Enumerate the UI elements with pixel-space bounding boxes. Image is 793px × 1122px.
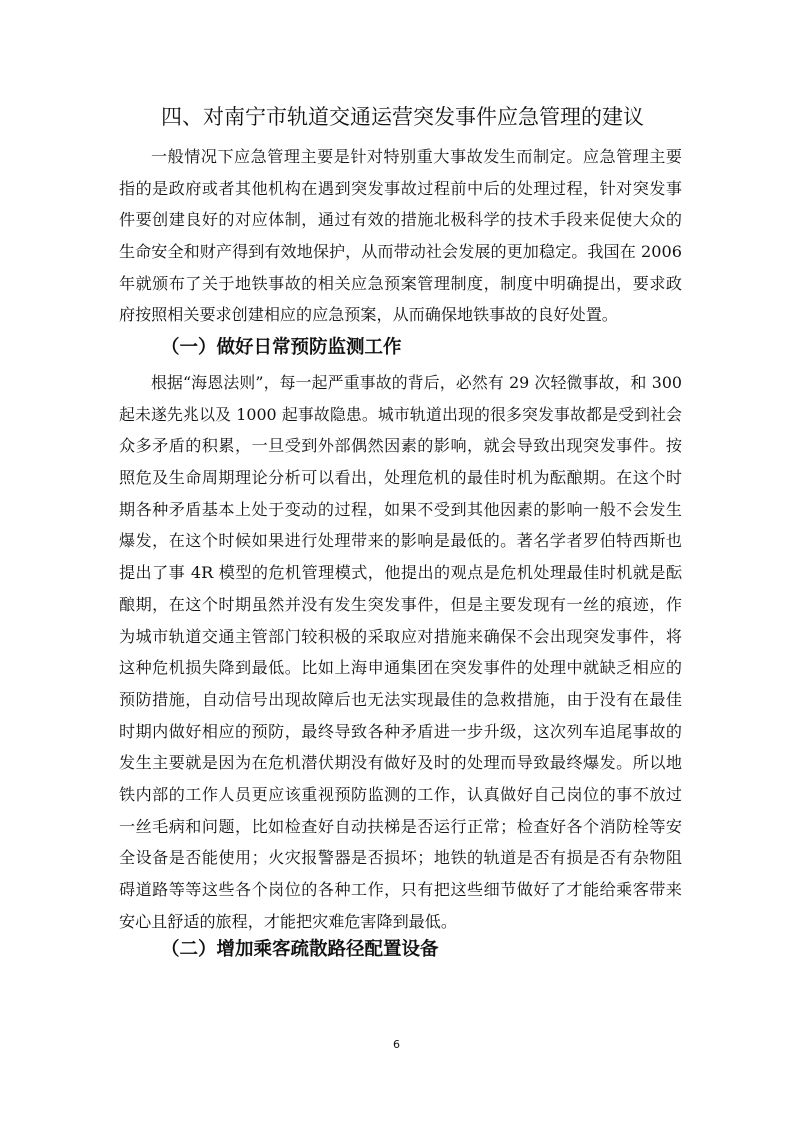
subsection-title-2: （二）增加乘客疏散路径配置设备	[161, 939, 439, 960]
subsection-title-1: （一）做好日常预防监测工作	[161, 337, 402, 358]
paragraph-line: 件要创建良好的对应体制，通过有效的措施北极科学的技术手段来促使大众的	[119, 210, 682, 230]
page-number: 6	[393, 1038, 400, 1051]
paragraph-line: 全设备是否能使用；火灾报警器是否损坏；地铁的轨道是否有损是否有杂物阻	[119, 848, 682, 868]
paragraph-line: 时期内做好相应的预防，最终导致各种矛盾进一步升级，这次列车追尾事故的	[119, 721, 682, 741]
paragraph-line: 生命安全和财产得到有效地保护，从而带动社会发展的更加稳定。我国在 2006	[119, 242, 682, 262]
section-title: 四、对南宁市轨道交通运营突发事件应急管理的建议	[161, 105, 644, 129]
paragraph-line: 期各种矛盾基本上处于变动的过程，如果不受到其他因素的影响一般不会发生	[119, 499, 682, 519]
paragraph-line: 发生主要就是因为在危机潜伏期没有做好及时的处理而导致最终爆发。所以地	[119, 753, 682, 773]
paragraph-line: 为城市轨道交通主管部门较积极的采取应对措施来确保不会出现突发事件，将	[119, 626, 682, 646]
paragraph-line: 铁内部的工作人员更应该重视预防监测的工作，认真做好自己岗位的事不放过	[119, 784, 682, 804]
intro-paragraph	[119, 141, 682, 331]
paragraph-line: 府按照相关要求创建相应的应急预案，从而确保地铁事故的良好处置。	[119, 305, 618, 325]
paragraph-line: 起未遂先兆以及 1000 起事故隐患。城市轨道出现的很多突发事故都是受到社会	[119, 404, 682, 424]
paragraph-line: 众多矛盾的积累，一旦受到外部偶然因素的影响，就会导致出现突发事件。按	[119, 436, 682, 456]
paragraph-line: 预防措施，自动信号出现故障后也无法实现最佳的急救措施，由于没有在最佳	[119, 689, 682, 709]
paragraph-line: 安心且舒适的旅程，才能把灾难危害降到最低。	[119, 911, 457, 931]
paragraph-line: 这种危机损失降到最低。比如上海申通集团在突发事件的处理中就缺乏相应的	[119, 658, 682, 678]
paragraph-line: 一丝毛病和问题，比如检查好自动扶梯是否运行正常；检查好各个消防栓等安	[119, 816, 682, 836]
paragraph-line: 年就颁布了关于地铁事故的相关应急预案管理制度，制度中明确提出，要求政	[119, 273, 682, 293]
paragraph-line: 照危及生命周期理论分析可以看出，处理危机的最佳时机为酝酿期。在这个时	[119, 468, 682, 488]
paragraph-line: 碍道路等等这些各个岗位的各种工作，只有把这些细节做好了才能给乘客带来	[119, 880, 682, 899]
subsection-1-paragraph	[119, 367, 682, 937]
paragraph-line: 爆发，在这个时候如果进行处理带来的影响是最低的。著名学者罗伯特西斯也	[119, 531, 682, 551]
paragraph-line: 酿期，在这个时期虽然并没有发生突发事件，但是主要发现有一丝的痕迹，作	[119, 594, 682, 614]
paragraph-line: 一般情况下应急管理主要是针对特别重大事故发生而制定。应急管理主要	[151, 147, 682, 166]
paragraph-line: 根据“海恩法则”，每一起严重事故的背后，必然有 29 次轻微事故，和 300	[151, 373, 682, 392]
paragraph-line: 提出了事 4R 模型的危机管理模式，他提出的观点是危机处理最佳时机就是酝	[119, 563, 682, 583]
paragraph-line: 指的是政府或者其他机构在遇到突发事故过程前中后的处理过程，针对突发事	[119, 178, 682, 198]
